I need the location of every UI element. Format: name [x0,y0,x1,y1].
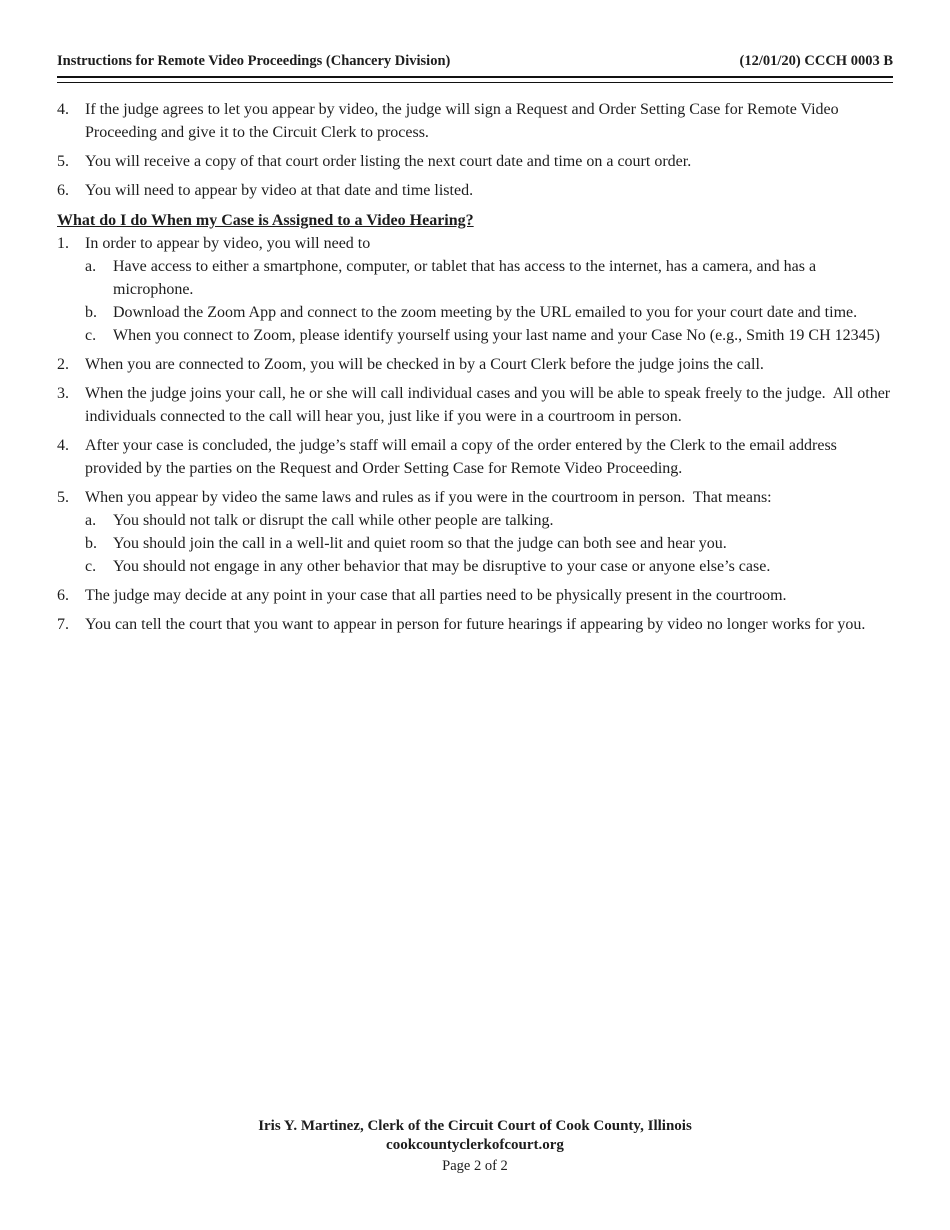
sub-item-letter: a. [85,258,97,275]
list-item [57,486,893,578]
item-text: When you are connected to Zoom, you will be checked in by a Court Clerk before the judge joins the call. [85,356,764,373]
list-item [57,584,893,607]
header-form-code: (12/01/20) CCCH 0003 B [739,53,893,69]
item-text: You will receive a copy of that court order listing the next court date and time on a court order. [85,153,692,170]
sub-item-letter: c. [85,558,97,575]
list-item [57,232,893,347]
page-header [57,52,893,70]
footer-page-number: Page 2 of 2 [442,1158,508,1174]
item-text: The judge may decide at any point in your case that all parties need to be physically present in the courtroom. [85,587,787,604]
footer-clerk-name: Iris Y. Martinez, Clerk of the Circuit Court of Cook County, Illinois [258,1118,692,1134]
sub-item-text: You should join the call in a well-lit and quiet room so that the judge can both see and hear you. [113,535,727,552]
list-item [57,353,893,376]
sub-item-text: When you connect to Zoom, please identify yourself using your last name and your Case No (e.g., Smith 19 CH 12345) [113,327,880,344]
item-text: When you appear by video the same laws and rules as if you were in the courtroom in person. That means: [85,489,772,506]
page-footer [0,1117,950,1176]
sub-list-item [85,509,893,532]
sub-list [85,255,893,347]
sub-item-text: Download the Zoom App and connect to the zoom meeting by the URL emailed to you for your court date and time. [113,304,858,321]
item-number: 3. [57,385,69,402]
item-text: In order to appear by video, you will need to [85,235,371,252]
list-item [57,434,893,480]
sub-item-letter: c. [85,327,97,344]
sub-list-item [85,532,893,555]
sub-item-letter: b. [85,535,97,552]
list-item [57,382,893,428]
sub-list-item [85,301,893,324]
list-item [57,150,893,173]
footer-website: cookcountyclerkofcourt.org [386,1137,564,1153]
item-number: 2. [57,356,69,373]
item-number: 5. [57,489,69,506]
item-number: 7. [57,616,69,633]
sub-item-text: You should not talk or disrupt the call while other people are talking. [113,512,554,529]
item-number: 4. [57,101,69,118]
sub-list-item [85,555,893,578]
sub-item-text: You should not engage in any other behavior that may be disruptive to your case or anyone else’s case. [113,558,771,575]
sub-item-text: Have access to either a smartphone, computer, or tablet that has access to the internet, has a camera, and has a microphone. [113,258,821,298]
item-number: 6. [57,182,69,199]
document-body [57,98,893,636]
header-doc-title: Instructions for Remote Video Proceedings (Chancery Division) [57,53,451,69]
sub-list [85,509,893,578]
item-number: 5. [57,153,69,170]
item-number: 4. [57,437,69,454]
sub-item-letter: b. [85,304,97,321]
item-text: When the judge joins your call, he or she will call individual cases and you will be able to speak freely to the judge. All other individuals connected to the call will hear you, just like if you were in a courtroom in person. [85,385,895,425]
item-text: If the judge agrees to let you appear by video, the judge will sign a Request and Order Setting Case for Remote Video Proceeding and give it to the Circuit Clerk to process. [85,101,843,141]
list-item [57,613,893,636]
item-number: 6. [57,587,69,604]
list-item [57,179,893,202]
header-double-rule [57,76,893,83]
sub-list-item [85,324,893,347]
section-heading: What do I do When my Case is Assigned to a Video Hearing? [57,212,474,229]
sub-item-letter: a. [85,512,97,529]
list-item [57,98,893,144]
item-text: After your case is concluded, the judge’s staff will email a copy of the order entered by the Clerk to the email address provided by the parties on the Request and Order Setting Case for Remote Video Proceeding. [85,437,841,477]
sub-list-item [85,255,893,301]
item-text: You will need to appear by video at that date and time listed. [85,182,474,199]
item-text: You can tell the court that you want to appear in person for future hearings if appearing by video no longer works for you. [85,616,866,633]
item-number: 1. [57,235,69,252]
